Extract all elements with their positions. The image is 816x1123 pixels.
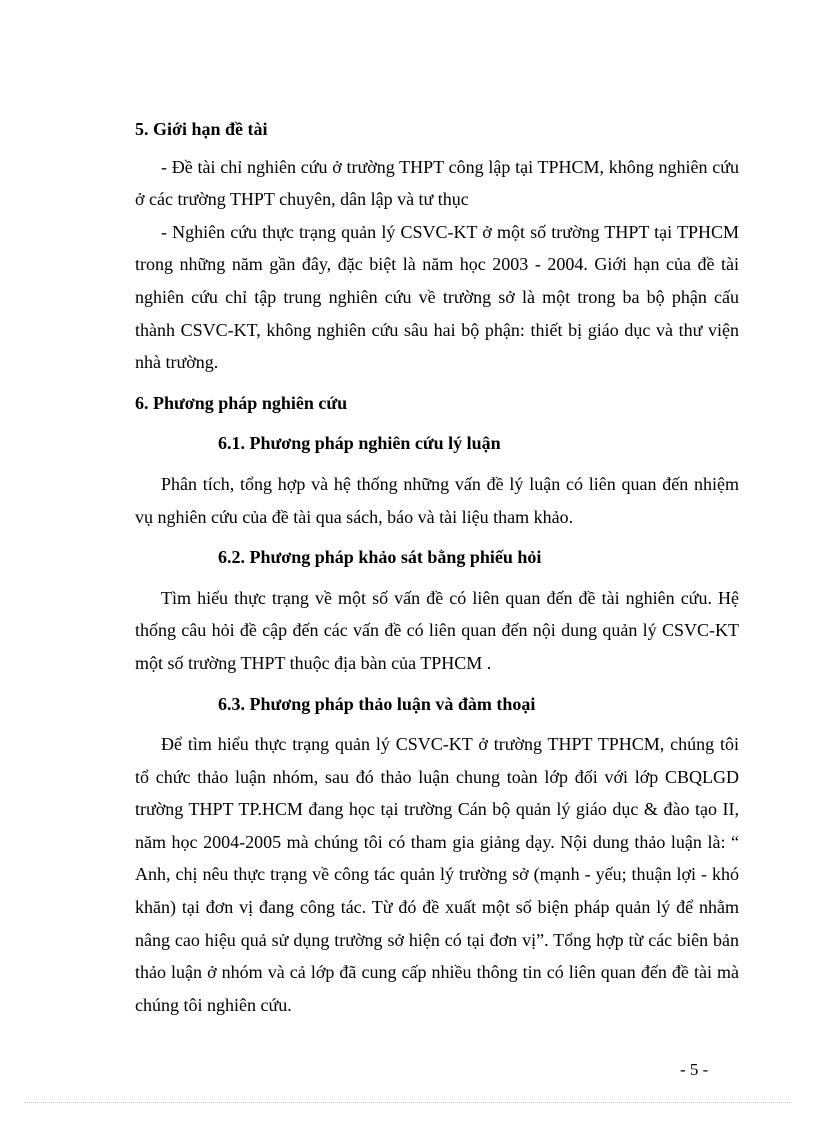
subsection-6-2-paragraph: Tìm hiểu thực trạng về một số vấn đề có liên quan đến đề tài nghiên cứu. Hệ thống câu hỏi đề cập đến các vấn đề có liên quan đến nội dung quản lý CSVC-KT một số trường THPT thuộc địa bàn của TPHCM . [135, 587, 739, 673]
page-content [135, 113, 739, 1021]
section-heading-6: 6. Phương pháp nghiên cứu [135, 392, 348, 413]
section-5-paragraph-2: - Nghiên cứu thực trạng quản lý CSVC-KT ở một số trường THPT tại TPHCM trong những năm gần đây, đặc biệt là năm học 2003 - 2004. Giới hạn của đề tài nghiên cứu chỉ tập trung nghiên cứu về trường sở là một trong ba bộ phận cấu thành CSVC-KT, không nghiên cứu sâu hai bộ phận: thiết bị giáo dục và thư viện nhà trường. [135, 221, 739, 373]
subsection-6-3-paragraph: Để tìm hiểu thực trạng quản lý CSVC-KT ở trường THPT TPHCM, chúng tôi tổ chức thảo luận nhóm, sau đó thảo luận chung toàn lớp đối với lớp CBQLGD trường THPT TP.HCM đang học tại trường Cán bộ quản lý giáo dục & đào tạo II, năm học 2004-2005 mà chúng tôi có tham gia giảng dạy. Nội dung thảo luận là: “ Anh, chị nêu thực trạng về công tác quản lý trường sở (mạnh - yếu; thuận lợi - khó khăn) tại đơn vị đang công tác. Từ đó đề xuất một số biện pháp quản lý để nhằm nâng cao hiệu quả sử dụng trường sở hiện có tại đơn vị”. Tổng hợp từ các biên bản thảo luận ở nhóm và cả lớp đã cung cấp nhiều thông tin có liên quan đến đề tài mà chúng tôi nghiên cứu. [135, 734, 739, 1015]
subsection-heading-6-3: 6.3. Phương pháp thảo luận và đàm thoại [218, 693, 536, 714]
subsection-heading-6-1: 6.1. Phương pháp nghiên cứu lý luận [218, 433, 501, 454]
subsection-6-1-paragraph: Phân tích, tổng hợp và hệ thống những vấn đề lý luận có liên quan đến nhiệm vụ nghiên cứu của đề tài qua sách, báo và tài liệu tham khảo. [135, 473, 739, 527]
section-heading-5: 5. Giới hạn đề tài [135, 119, 268, 139]
section-5-paragraph-1: - Đề tài chỉ nghiên cứu ở trường THPT công lập tại TPHCM, không nghiên cứu ở các trường THPT chuyên, dân lập và tư thục [135, 156, 739, 210]
page-bottom-divider [24, 1102, 792, 1103]
page-number: - 5 - [680, 1060, 709, 1079]
subsection-heading-6-2: 6.2. Phương pháp khảo sát bằng phiếu hỏi [218, 547, 542, 568]
